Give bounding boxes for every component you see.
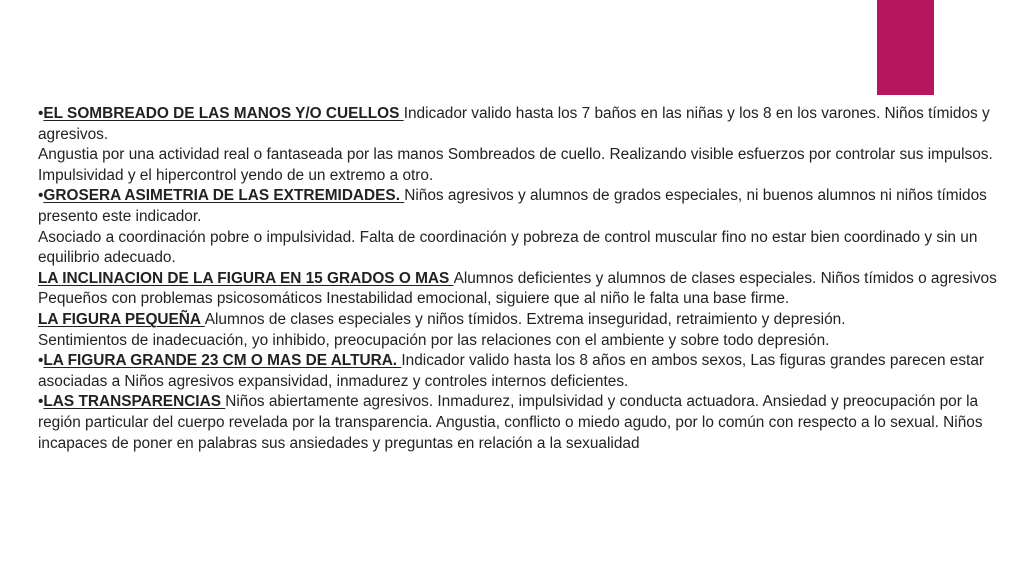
paragraph-text: Angustia por una actividad real o fantaseada por las manos Sombreados de cuello. Realizando visible esfuerzos por controlar sus impulsos. Impulsividad y el hipercontrol yendo de un extremo a otro. (38, 146, 993, 184)
paragraph-text: Indicador valido hasta los 8 años en ambos sexos, Las figuras grandes parecen estar asociadas a Niños agresivos expansividad, inmadurez y controles internos deficientes. (38, 352, 985, 390)
slide-body (38, 104, 998, 454)
paragraph-shading-hands-neck (38, 104, 998, 145)
paragraph-coordination (38, 228, 998, 269)
accent-bar (877, 0, 934, 95)
heading-shading-hands-neck: EL SOMBREADO DE LAS MANOS Y/O CUELLOS (43, 105, 404, 122)
bullet: • (38, 105, 44, 122)
paragraph-asymmetry (38, 186, 998, 227)
paragraph-text: Niños abiertamente agresivos. Inmadurez, impulsividad y conducta actuadora. Ansiedad y preocupación por la región particular del cuerpo revelada por la transparencia. Angustia, conflicto o miedo agudo, por lo común con respecto a lo sexual. Niños incapaces de poner en palabras sus ansiedades y preguntas en relación a la sexualidad (38, 393, 983, 452)
paragraph-transparencies (38, 392, 998, 454)
paragraph-text: Indicador valido hasta los 7 baños en las niñas y los 8 en los varones. Niños tímidos y agresivos. (38, 105, 990, 143)
heading-asymmetry: GROSERA ASIMETRIA DE LAS EXTREMIDADES. (43, 187, 405, 205)
paragraph-small-figure (38, 310, 998, 331)
paragraph-anxiety (38, 145, 998, 186)
paragraph-text: Pequeños con problemas psicosomáticos Inestabilidad emocional, siguiere que al niño le falta una base firme. (38, 290, 790, 308)
bullet: • (38, 352, 44, 370)
heading-large-figure: LA FIGURA GRANDE 23 CM O MAS DE ALTURA. (43, 352, 402, 370)
bullet: • (38, 393, 44, 411)
paragraph-text: Sentimientos de inadecuación, yo inhibido, preocupación por las relaciones con el ambiente y sobre todo depresión. (38, 331, 830, 349)
heading-small-figure: LA FIGURA PEQUEÑA (38, 310, 205, 328)
paragraph-large-figure (38, 351, 998, 392)
paragraph-text: Niños agresivos y alumnos de grados especiales, ni buenos alumnos ni niños tímidos presento este indicador. (38, 187, 987, 225)
bullet: • (38, 187, 44, 205)
paragraph-text: Alumnos de clases especiales y niños tímidos. Extrema inseguridad, retraimiento y depresión. (204, 310, 846, 328)
heading-inclination: LA INCLINACION DE LA FIGURA EN 15 GRADOS O MAS (38, 269, 454, 287)
paragraph-text: Alumnos deficientes y alumnos de clases especiales. Niños tímidos o agresivos (453, 269, 997, 287)
paragraph-inadequacy (38, 331, 998, 352)
paragraph-inclination (38, 269, 998, 290)
heading-transparencies: LAS TRANSPARENCIAS (43, 393, 226, 411)
paragraph-text: Asociado a coordinación pobre o impulsividad. Falta de coordinación y pobreza de control muscular fino no estar bien coordinado y sin un equilibrio adecuado. (38, 228, 978, 267)
paragraph-psychosomatic (38, 289, 998, 310)
